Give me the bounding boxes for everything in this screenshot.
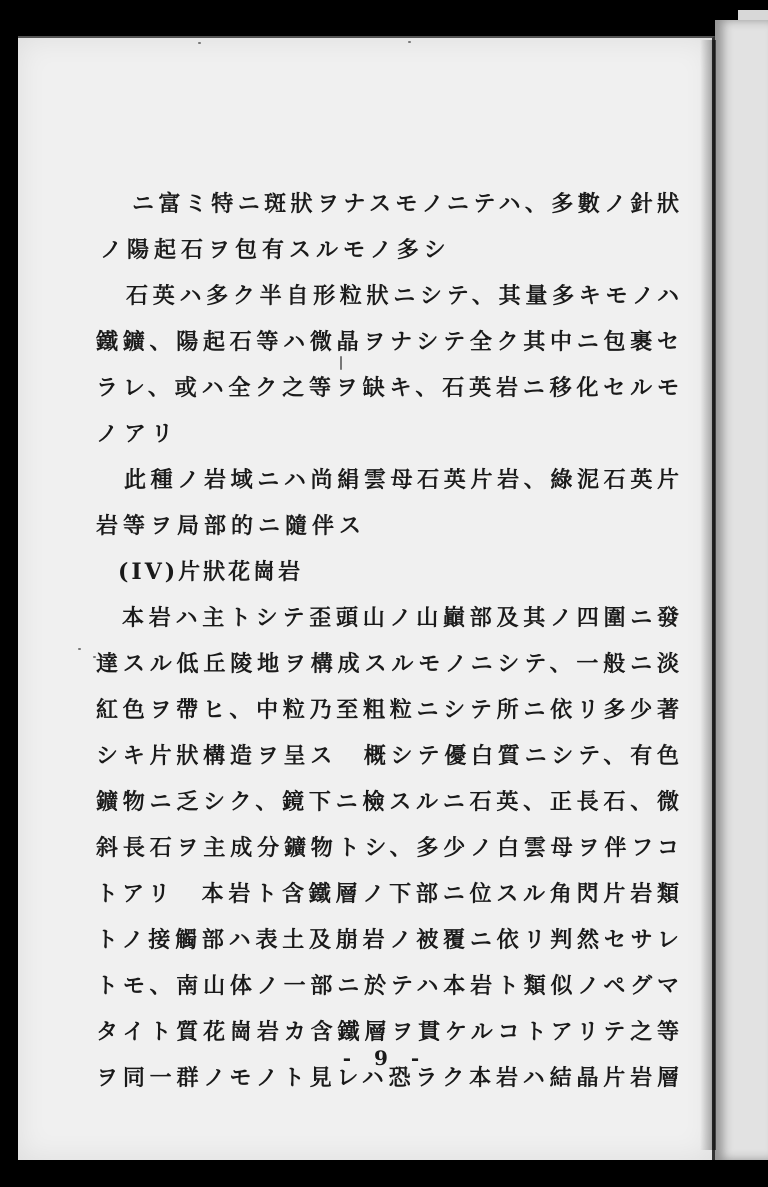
- scan-speck: [198, 42, 201, 44]
- text-line: トモ、南山体ノ一部ニ於テハ本岩ト類似ノペグマ: [96, 973, 679, 999]
- text-line: トアリ 本岩ト含鐵層ノ下部ニ位スル角閃片岩類: [96, 881, 679, 907]
- text-line: シキ片狀構造ヲ呈ス 概シテ優白質ニシテ、有色: [96, 743, 679, 769]
- section-heading: (IV)片狀花崗岩: [118, 559, 304, 585]
- text-line: ニ富ミ特ニ斑狀ヲナスモノニテハ、多數ノ針狀: [132, 191, 679, 217]
- text-line: ラレ、或ハ全ク之等ヲ缺キ、石英岩ニ移化セルモ: [96, 375, 679, 401]
- text-line: 本岩ハ主トシテ歪頭山ノ山巓部及其ノ四圍ニ發: [122, 605, 679, 631]
- text-line: 鐵鑛、陽起石等ハ微晶ヲナシテ全ク其中ニ包裹セ: [96, 329, 679, 355]
- adjacent-page-edge: [715, 20, 768, 1160]
- text-line: ノアリ: [96, 421, 180, 447]
- text-line: トノ接觸部ハ表土及崩岩ノ被覆ニ依リ判然セサレ: [96, 927, 679, 953]
- text-line: 岩等ヲ局部的ニ隨伴ス: [96, 513, 367, 539]
- scan-speck: [408, 41, 411, 43]
- text-line: 斜長石ヲ主成分鑛物トシ、多少ノ白雲母ヲ伴フコ: [96, 835, 679, 861]
- text-line: ヲ同一群ノモノト見レハ恐ラク本岩ハ結晶片岩層: [96, 1065, 679, 1091]
- text-line: 此種ノ岩域ニハ尚絹雲母石英片岩、綠泥石英片: [124, 467, 679, 493]
- text-line: 紅色ヲ帶ヒ、中粒乃至粗粒ニシテ所ニ依リ多少著: [96, 697, 679, 723]
- text-line: タイト質花崗岩カ含鐵層ヲ貫ケルコトアリテ之等: [96, 1019, 679, 1045]
- text-line: 鑛物ニ乏シク、鏡下ニ檢スルニ石英、正長石、微: [96, 789, 679, 815]
- gutter-shadow: [700, 40, 716, 1150]
- text-line: 達スル低丘陵地ヲ構成スルモノニシテ、一般ニ淡: [96, 651, 679, 677]
- scan-border-bottom: [0, 1160, 768, 1187]
- text-line: 石英ハ多ク半自形粒狀ニシテ、其量多キモノハ: [126, 283, 679, 309]
- scan-speck: [78, 648, 81, 650]
- scan-border-left: [0, 0, 18, 1187]
- page-number: - 9 -: [342, 1046, 428, 1070]
- text-line: ノ陽起石ヲ包有スルモノ多シ: [100, 237, 451, 263]
